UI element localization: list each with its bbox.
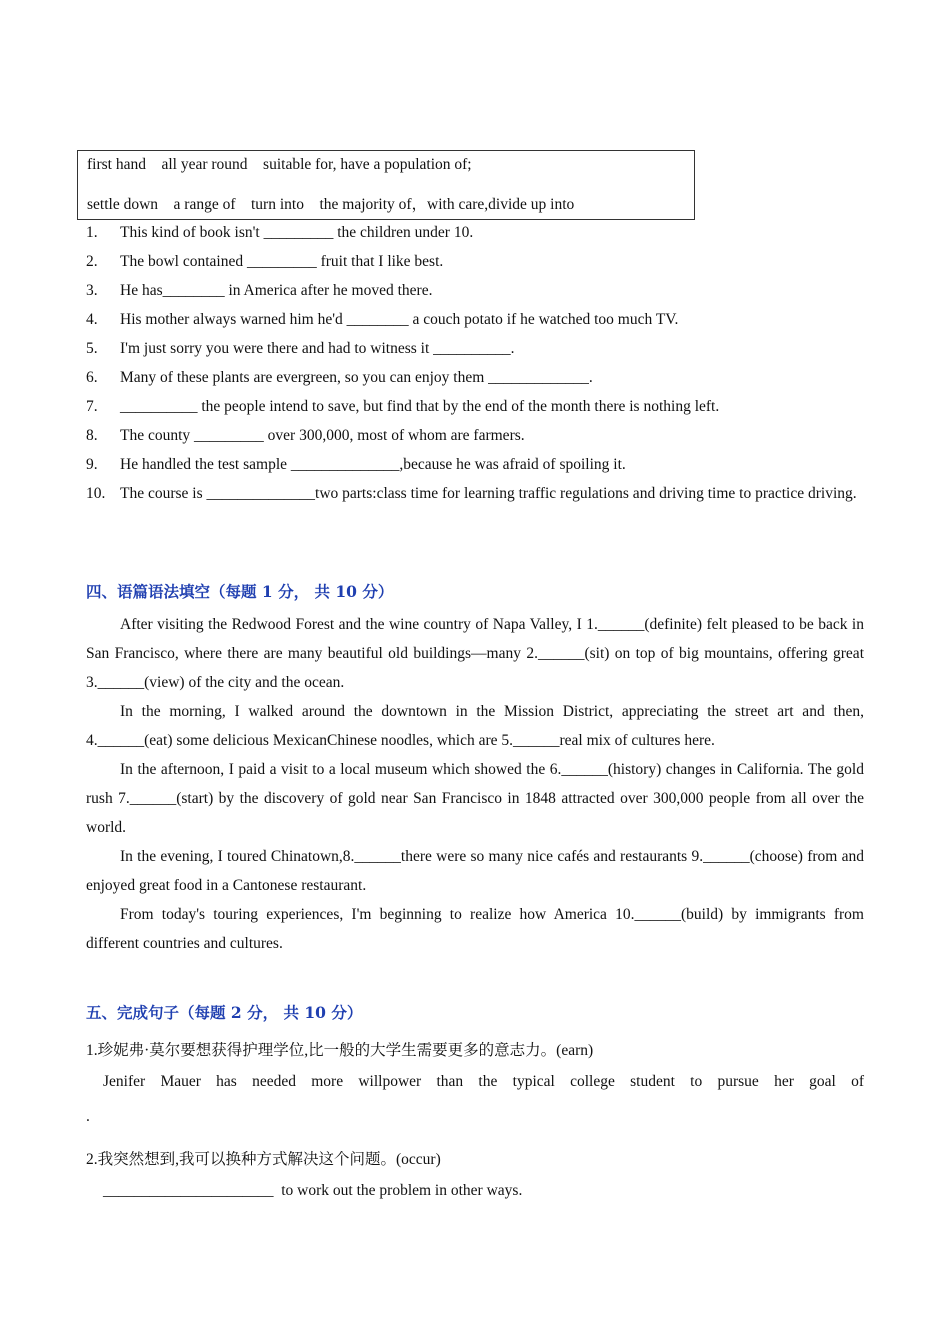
sentence-1-answer: Jenifer Mauer has needed more willpower than the typical college student to pursue her goal of: [103, 1073, 864, 1090]
section-4-heading: 四、语篇语法填空（每题 1 分， 共 10 分）: [86, 582, 394, 601]
question-text: He handled the test sample ______________,because he was afraid of spoiling it.: [120, 456, 626, 473]
question-number: 6.: [86, 369, 98, 386]
question-number: 5.: [86, 340, 98, 357]
vocab-line-1: first hand all year round suitable for, have a population of;: [87, 156, 472, 173]
question-item: [86, 363, 864, 392]
question-item: [86, 334, 864, 363]
question-number: 9.: [86, 456, 98, 473]
question-number: 2.: [86, 253, 98, 270]
question-text: His mother always warned him he'd ________ a couch potato if he watched too much TV.: [120, 311, 679, 328]
passage-paragraph: In the afternoon, I paid a visit to a local museum which showed the 6.______(history) changes in California. The gold rush 7.______(start) by the discovery of gold near San Francisco in 1848 attracted over 300,000 people from all over the world.: [86, 761, 864, 836]
question-text: Many of these plants are evergreen, so you can enjoy them _____________.: [120, 369, 593, 386]
question-text: The course is ______________two parts:class time for learning traffic regulations and driving time to practice driving.: [120, 485, 857, 502]
question-number: 8.: [86, 427, 98, 444]
vocab-line-2: settle down a range of turn into the majority of，with care,divide up into: [87, 196, 575, 213]
question-text: I'm just sorry you were there and had to witness it __________.: [120, 340, 515, 357]
sentence-1-end: .: [86, 1108, 90, 1125]
question-item: [86, 392, 864, 421]
question-item: [86, 218, 864, 247]
question-text: __________ the people intend to save, but find that by the end of the month there is nothing left.: [120, 398, 720, 415]
question-item: [86, 276, 864, 305]
question-text: The county _________ over 300,000, most of whom are farmers.: [120, 427, 525, 444]
passage-paragraph: In the evening, I toured Chinatown,8.______there were so many nice cafés and restaurants 9.______(choose) from and enjoyed great food in a Cantonese restaurant.: [86, 848, 864, 894]
passage-paragraph: From today's touring experiences, I'm beginning to realize how America 10.______(build) by immigrants from different countries and cultures.: [86, 906, 864, 952]
passage-paragraph: After visiting the Redwood Forest and the wine country of Napa Valley, I 1.______(definite) felt pleased to be back in San Francisco, where there are many beautiful old buildings—many 2.______(sit) on top of big mountains, offering great 3.______(view) of the city and the ocean.: [86, 616, 864, 691]
sentence-1-prompt: 1.珍妮弗·莫尔要想获得护理学位,比一般的大学生需要更多的意志力。(earn): [86, 1042, 594, 1059]
question-item: [86, 479, 864, 508]
question-number: 1.: [86, 224, 98, 241]
question-text: The bowl contained _________ fruit that I like best.: [120, 253, 444, 270]
vocabulary-box: [77, 150, 695, 220]
sentence-2-prompt: 2.我突然想到,我可以换种方式解决这个问题。(occur): [86, 1151, 441, 1168]
question-text: He has________ in America after he moved there.: [120, 282, 433, 299]
section-5-heading: 五、完成句子（每题 2 分， 共 10 分）: [86, 1003, 363, 1022]
question-number: 7.: [86, 398, 98, 415]
sentence-2-answer: ______________________ to work out the problem in other ways.: [103, 1182, 523, 1199]
question-item: [86, 305, 864, 334]
question-number: 4.: [86, 311, 98, 328]
question-text: This kind of book isn't _________ the children under 10.: [120, 224, 474, 241]
question-item: [86, 450, 864, 479]
passage-paragraph: In the morning, I walked around the downtown in the Mission District, appreciating the street art and then, 4.______(eat) some delicious MexicanChinese noodles, which are 5.______real mix of cultures here.: [86, 703, 864, 749]
question-item: [86, 421, 864, 450]
question-number: 10.: [86, 485, 106, 502]
question-item: [86, 247, 864, 276]
question-number: 3.: [86, 282, 98, 299]
